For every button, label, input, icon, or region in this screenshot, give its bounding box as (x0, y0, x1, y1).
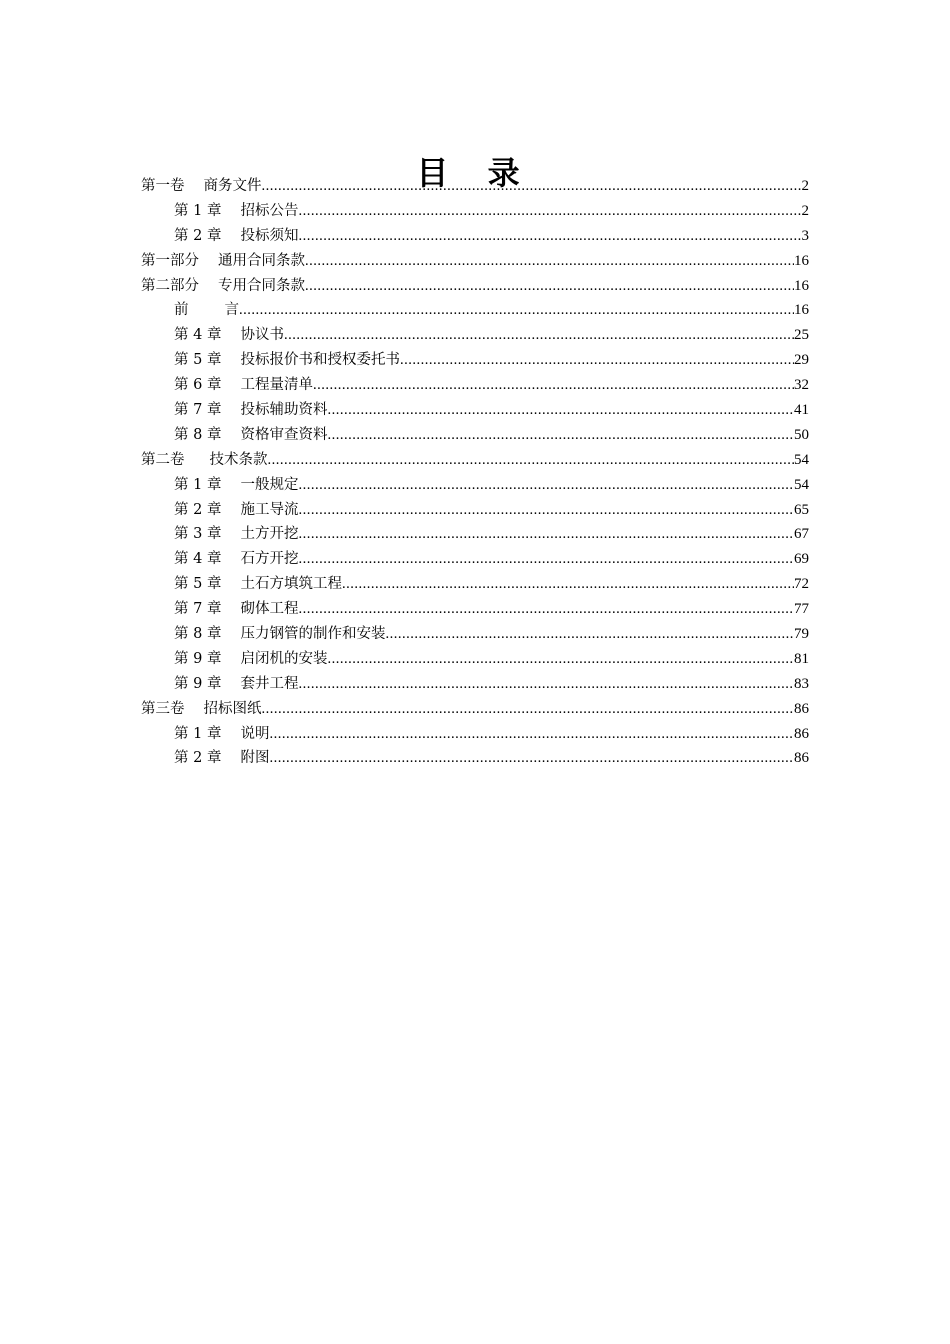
toc-entry[interactable] (141, 224, 809, 249)
toc-entry-title: 招标公告 (240, 202, 299, 219)
toc-dot-leader (262, 697, 795, 722)
toc-entry-page-number: 86 (794, 750, 809, 767)
toc-dot-leader (269, 722, 794, 747)
toc-entry-page-number: 81 (794, 650, 809, 667)
toc-dot-leader (305, 249, 794, 274)
toc-entry-number: 第 2 章 (174, 750, 222, 767)
toc-entry-title: 石方开挖 (240, 551, 299, 568)
toc-dot-leader (313, 373, 794, 398)
toc-entry-number: 第二卷 (141, 451, 185, 468)
toc-entry-number: 第 7 章 (174, 601, 222, 618)
toc-entry[interactable] (141, 423, 809, 448)
toc-entry-title: 资格审查资料 (240, 426, 328, 443)
toc-dot-leader (342, 572, 794, 597)
toc-entry-title: 工程量清单 (240, 377, 313, 394)
toc-entry[interactable] (141, 249, 809, 274)
toc-dot-leader (400, 348, 794, 373)
toc-entry-page-number: 69 (794, 551, 809, 568)
toc-entry-title: 投标报价书和授权委托书 (240, 352, 400, 369)
toc-entry-page-number: 86 (794, 700, 809, 717)
toc-entry-title: 专用合同条款 (218, 277, 305, 294)
toc-entry-page-number: 25 (794, 327, 809, 344)
toc-dot-leader (298, 199, 801, 224)
toc-entry-title: 土方开挖 (240, 526, 299, 543)
toc-entry[interactable] (141, 473, 809, 498)
toc-entry-page-number: 2 (801, 202, 809, 219)
toc-entry-title: 施工导流 (240, 501, 299, 518)
toc-entry-number: 第 2 章 (174, 227, 222, 244)
toc-entry-title: 砌体工程 (240, 601, 299, 618)
toc-entry[interactable] (141, 547, 809, 572)
toc-entry-number: 第 2 章 (174, 501, 222, 518)
toc-dot-leader (268, 448, 795, 473)
toc-entry-title: 协议书 (240, 327, 284, 344)
toc-entry-page-number: 16 (794, 252, 809, 269)
toc-entry-number: 第二部分 (141, 277, 199, 294)
toc-entry-number: 第 9 章 (174, 650, 222, 667)
toc-dot-leader (298, 547, 794, 572)
toc-entry[interactable] (141, 597, 809, 622)
toc-entry-number: 第 5 章 (174, 352, 222, 369)
toc-dot-leader (385, 622, 794, 647)
toc-entry-title: 一般规定 (240, 476, 299, 493)
toc-entry-title: 说明 (240, 725, 270, 742)
toc-entry-number: 第 4 章 (174, 327, 222, 344)
toc-entry[interactable] (141, 274, 809, 299)
toc-entry-page-number: 86 (794, 725, 809, 742)
toc-entry-page-number: 29 (794, 352, 809, 369)
toc-entry-page-number: 32 (794, 377, 809, 394)
toc-entry-title: 言 (224, 302, 239, 319)
toc-entry-number: 第 8 章 (174, 626, 222, 643)
toc-dot-leader (298, 473, 794, 498)
toc-entry[interactable] (141, 199, 809, 224)
toc-dot-leader (269, 746, 794, 771)
toc-entry-number: 第 4 章 (174, 551, 222, 568)
toc-dot-leader (239, 298, 794, 323)
toc-entry-number: 第 1 章 (174, 202, 222, 219)
toc-dot-leader (327, 398, 794, 423)
toc-entry-title: 套井工程 (240, 675, 299, 692)
toc-entry-number: 第一部分 (141, 252, 199, 269)
toc-entry-page-number: 16 (794, 277, 809, 294)
toc-dot-leader (298, 224, 801, 249)
toc-entry[interactable] (141, 448, 809, 473)
toc-entry-title: 通用合同条款 (218, 252, 305, 269)
toc-entry[interactable] (141, 373, 809, 398)
toc-entry[interactable] (141, 398, 809, 423)
toc-entry-number: 第 5 章 (174, 576, 222, 593)
toc-entry[interactable] (141, 572, 809, 597)
toc-entry-number: 第 3 章 (174, 526, 222, 543)
toc-dot-leader (327, 423, 794, 448)
toc-entry[interactable] (141, 672, 809, 697)
toc-entry-number: 第三卷 (141, 700, 185, 717)
toc-dot-leader (298, 522, 794, 547)
toc-entry-title: 启闭机的安装 (240, 650, 328, 667)
toc-entry[interactable] (141, 323, 809, 348)
toc-entry-page-number: 41 (794, 402, 809, 419)
toc-entry-page-number: 3 (801, 227, 809, 244)
toc-dot-leader (298, 672, 794, 697)
toc-title: 目 录 (416, 154, 534, 193)
toc-entry-page-number: 83 (794, 675, 809, 692)
toc-entry-title: 土石方填筑工程 (240, 576, 342, 593)
toc-dot-leader (262, 174, 802, 199)
toc-entry-page-number: 77 (794, 601, 809, 618)
toc-entry-number: 第一卷 (141, 178, 185, 194)
toc-entry-page-number: 67 (794, 526, 809, 543)
toc-entry-page-number: 79 (794, 626, 809, 643)
toc-entry-title: 投标须知 (240, 227, 299, 244)
toc-entry-number: 第 1 章 (174, 476, 222, 493)
toc-entry[interactable] (141, 647, 809, 672)
toc-entry[interactable] (141, 622, 809, 647)
toc-entry-number: 第 8 章 (174, 426, 222, 443)
toc-entry[interactable] (141, 298, 809, 323)
toc-entry-title: 商务文件 (203, 178, 262, 194)
toc-entry[interactable] (141, 348, 809, 373)
toc-dot-leader (298, 498, 794, 523)
toc-dot-leader (305, 274, 794, 299)
toc-entry-page-number: 2 (801, 178, 809, 194)
toc-entry-number: 第 9 章 (174, 675, 222, 692)
toc-entry-title: 招标图纸 (203, 700, 262, 717)
toc-entry-title: 投标辅助资料 (240, 402, 328, 419)
toc-dot-leader (327, 647, 794, 672)
toc-entry-number: 第 6 章 (174, 377, 222, 394)
toc-entry-number: 前 (174, 302, 189, 319)
table-of-contents (141, 174, 809, 771)
toc-entry-page-number: 54 (794, 476, 809, 493)
toc-entry-title: 附图 (240, 750, 270, 767)
toc-entry-title: 压力钢管的制作和安装 (240, 626, 386, 643)
toc-entry-number: 第 7 章 (174, 402, 222, 419)
toc-dot-leader (298, 597, 794, 622)
toc-dot-leader (284, 323, 794, 348)
toc-entry[interactable] (141, 498, 809, 523)
toc-entry[interactable] (141, 697, 809, 722)
toc-entry[interactable] (141, 174, 809, 199)
toc-entry-title: 技术条款 (209, 451, 268, 468)
toc-entry[interactable] (141, 722, 809, 747)
toc-entry-page-number: 54 (794, 451, 809, 468)
toc-entry-page-number: 16 (794, 302, 809, 319)
toc-entry-page-number: 72 (794, 576, 809, 593)
toc-entry[interactable] (141, 746, 809, 771)
toc-entry[interactable] (141, 522, 809, 547)
toc-entry-page-number: 65 (794, 501, 809, 518)
toc-entry-number: 第 1 章 (174, 725, 222, 742)
toc-entry-page-number: 50 (794, 426, 809, 443)
